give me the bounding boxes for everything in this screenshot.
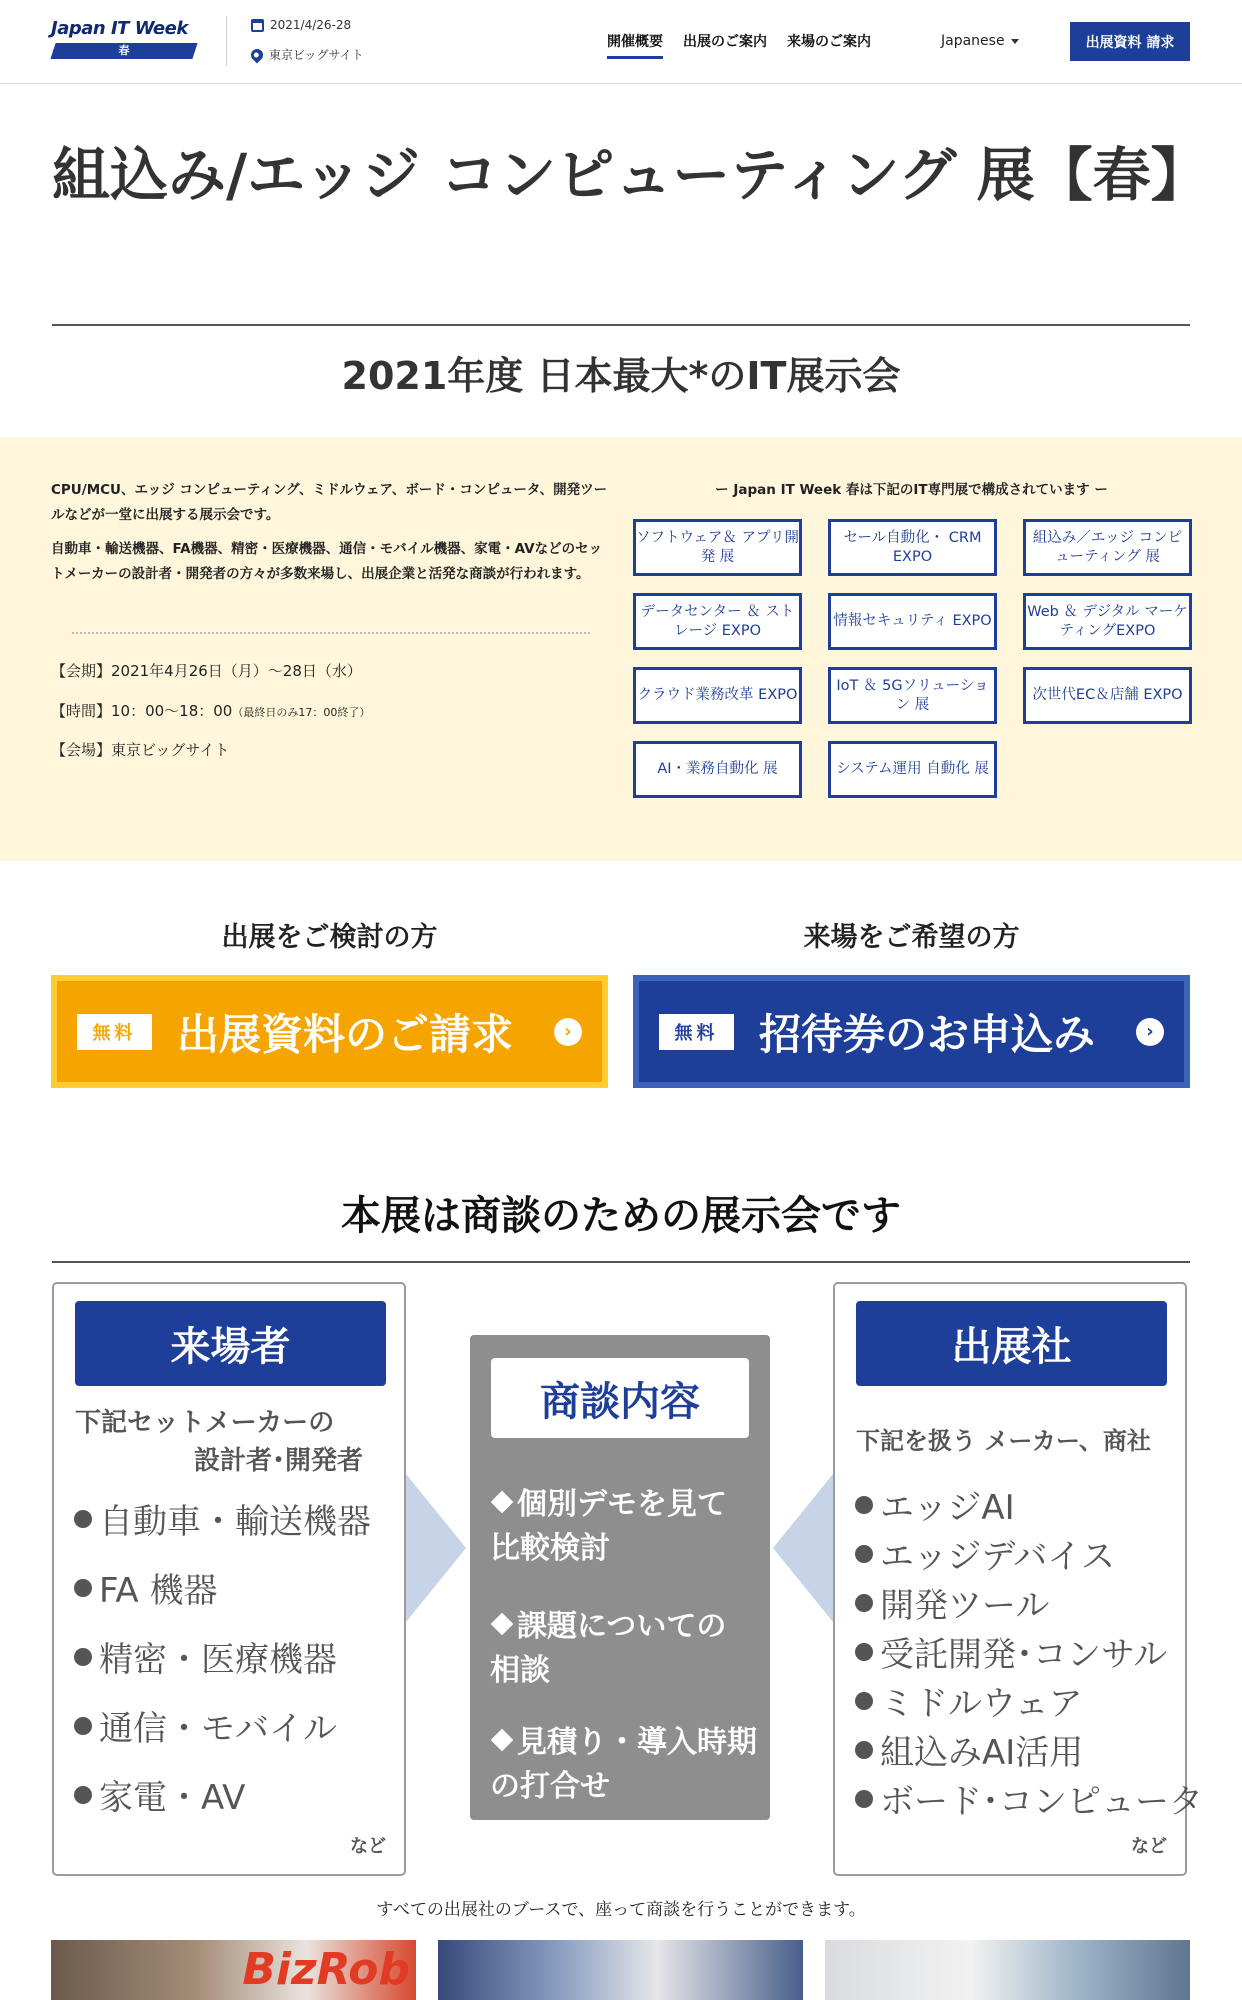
list-item-label: 組込みAI活用	[880, 1733, 1084, 1773]
exhibit-materials-banner[interactable]	[51, 975, 608, 1088]
list-item	[74, 1760, 371, 1829]
list-item-label: 受託開発･コンサル	[880, 1635, 1168, 1675]
invitation-banner-text: 招待券のお申込み	[759, 1009, 1096, 1059]
negotiation-panel	[470, 1335, 770, 1820]
title-divider	[52, 324, 1190, 326]
bullet-icon	[855, 1496, 873, 1514]
free-badge: 無料	[77, 1014, 152, 1050]
list-item-label: エッジAI	[880, 1488, 1015, 1528]
expo-sales-crm[interactable]: セール自動化・ CRM EXPO	[828, 519, 997, 576]
visitor-etc: など	[350, 1836, 386, 1857]
negotiation-item-label: 見積り・導入時期 の打合せ	[490, 1725, 757, 1804]
exhibitor-heading: 出展社	[856, 1301, 1167, 1386]
list-item-label: 通信・モバイル	[99, 1709, 337, 1749]
language-selector[interactable]	[941, 33, 1019, 49]
expo-system-operation[interactable]: システム運用 自動化 展	[828, 741, 997, 798]
list-item	[74, 1691, 371, 1760]
photo-strip	[51, 1940, 1191, 2000]
bullet-icon	[855, 1692, 873, 1710]
arrow-right-icon	[406, 1474, 466, 1622]
event-date	[251, 18, 351, 32]
negotiation-item-label: 個別デモを見て 比較検討	[490, 1487, 727, 1566]
exhibition-photo-2	[438, 1940, 803, 2000]
list-item	[74, 1484, 371, 1553]
bullet-icon	[74, 1579, 92, 1597]
language-label: Japanese	[941, 33, 1005, 49]
bullet-icon	[855, 1790, 873, 1808]
expo-ec-store[interactable]: 次世代EC＆店舗 EXPO	[1023, 667, 1192, 724]
chevron-right-icon: ›	[554, 1018, 582, 1046]
bullet-icon	[74, 1648, 92, 1666]
schedule-period: 【会期】2021年4月26日（月）～28日（水）	[51, 662, 362, 680]
visit-cta-label: 来場をご希望の方	[803, 922, 1020, 953]
negotiation-item	[490, 1483, 760, 1571]
business-section-divider	[52, 1261, 1190, 1263]
header-divider	[226, 16, 227, 66]
map-pin-icon	[249, 46, 266, 63]
list-item-label: ボード･コンピュータ	[880, 1782, 1203, 1822]
diamond-bullet-icon	[491, 1491, 514, 1514]
schedule-time-note: （最終日のみ17：00終了）	[232, 706, 371, 719]
event-venue-text: 東京ビッグサイト	[269, 48, 364, 62]
main-nav	[607, 31, 871, 59]
exhibitor-sub: 下記を扱う メーカー、商社	[856, 1427, 1151, 1455]
arrow-left-icon	[773, 1474, 833, 1622]
list-item	[855, 1578, 1203, 1627]
expo-list-heading: ー Japan IT Week 春は下記のIT専門展で構成されています ー	[715, 482, 1108, 498]
intro-description-2: 自動車・輸送機器、FA機器、精密・医療機器、通信・モバイル機器、家電・AVなどのセットメーカーの設計者・開発者の方々が多数来場し、出展企業と活発な商談が行われます。	[51, 541, 603, 582]
bullet-icon	[855, 1545, 873, 1563]
negotiation-item-label: 課題についての 相談	[490, 1609, 727, 1688]
negotiation-item	[490, 1605, 760, 1693]
expo-datacenter-storage[interactable]: データセンター ＆ ストレージ EXPO	[633, 593, 802, 650]
expo-embedded-edge[interactable]: 組込み／エッジ コンピューティング 展	[1023, 519, 1192, 576]
list-item	[855, 1725, 1203, 1774]
exhibitor-list	[855, 1480, 1203, 1823]
expo-web-digital-marketing[interactable]: Web ＆ デジタル マーケティングEXPO	[1023, 593, 1192, 650]
nav-exhibit-info[interactable]: 出展のご案内	[683, 34, 767, 50]
expo-iot-5g[interactable]: IoT ＆ 5Gソリューション 展	[828, 667, 997, 724]
diamond-bullet-icon	[491, 1729, 514, 1752]
exhibition-photo-1	[51, 1940, 416, 2000]
chevron-right-icon: ›	[1136, 1018, 1164, 1046]
request-materials-button[interactable]: 出展資料 請求	[1070, 22, 1190, 61]
list-item	[74, 1553, 371, 1622]
expo-software-app-dev[interactable]: ソフトウェア＆ アプリ開発 展	[633, 519, 802, 576]
list-item	[855, 1627, 1203, 1676]
visitor-panel	[52, 1282, 406, 1876]
expo-cloud[interactable]: クラウド業務改革 EXPO	[633, 667, 802, 724]
visitor-sub-2: 設計者･開発者	[194, 1446, 364, 1476]
nav-visit-info[interactable]: 来場のご案内	[787, 34, 871, 50]
list-item	[855, 1529, 1203, 1578]
list-item-label: FA 機器	[99, 1571, 218, 1611]
logo-season: 春	[118, 44, 130, 57]
list-item	[74, 1622, 371, 1691]
list-item-label: 開発ツール	[880, 1586, 1050, 1626]
list-item-label: 家電・AV	[99, 1778, 246, 1818]
schedule-time	[51, 700, 370, 721]
free-badge: 無料	[659, 1014, 734, 1050]
exhibit-banner-text: 出展資料のご請求	[177, 1009, 514, 1059]
list-item-label: エッジデバイス	[880, 1537, 1115, 1577]
business-section-title: 本展は商談のための展示会です	[341, 1193, 901, 1239]
site-header	[0, 0, 1242, 84]
caret-down-icon	[1011, 39, 1019, 44]
exhibitor-panel	[833, 1282, 1203, 1876]
bullet-icon	[74, 1510, 92, 1528]
dotted-divider	[72, 632, 590, 634]
list-item	[855, 1774, 1203, 1823]
page-title: 組込み/エッジ コンピューティング 展【春】	[52, 141, 1209, 209]
list-item-label: 精密・医療機器	[99, 1640, 337, 1680]
exhibit-cta-label: 出展をご検討の方	[221, 922, 438, 953]
booth-footnote: すべての出展社のブースで、座って商談を行うことができます。	[376, 1900, 866, 1920]
negotiation-item	[490, 1721, 760, 1809]
japan-it-week-logo[interactable]	[51, 18, 197, 60]
logo-text: Japan IT Week	[51, 18, 188, 39]
photo-sign-text: BizRob	[242, 1944, 410, 1995]
list-item	[855, 1676, 1203, 1725]
expo-ai-automation[interactable]: AI・業務自動化 展	[633, 741, 802, 798]
bullet-icon	[74, 1786, 92, 1804]
expo-security[interactable]: 情報セキュリティ EXPO	[828, 593, 997, 650]
event-venue	[251, 46, 364, 63]
list-item	[855, 1480, 1203, 1529]
nav-overview[interactable]: 開催概要	[607, 31, 663, 59]
list-item-label: 自動車・輸送機器	[99, 1502, 371, 1542]
page-subtitle: 2021年度 日本最大*のIT展示会	[341, 354, 901, 398]
invitation-ticket-banner[interactable]	[633, 975, 1190, 1088]
exhibitor-etc: など	[1131, 1836, 1167, 1857]
schedule-venue: 【会場】東京ビッグサイト	[51, 741, 230, 759]
bullet-icon	[855, 1594, 873, 1612]
exhibition-photo-3	[825, 1940, 1190, 2000]
intro-description-1: CPU/MCU、エッジ コンピューティング、ミドルウェア、ボード・コンピュータ、開発ツールなどが一堂に出展する展示会です。	[51, 482, 608, 523]
bullet-icon	[855, 1741, 873, 1759]
expo-grid	[633, 519, 1191, 798]
bullet-icon	[74, 1717, 92, 1735]
event-date-text: 2021/4/26-28	[270, 18, 352, 32]
bullet-icon	[855, 1643, 873, 1661]
diamond-bullet-icon	[491, 1613, 514, 1636]
negotiation-heading: 商談内容	[491, 1358, 749, 1438]
list-item-label: ミドルウェア	[880, 1684, 1083, 1724]
visitor-sub-1: 下記セットメーカーの	[75, 1408, 335, 1438]
calendar-icon	[251, 19, 264, 32]
visitor-heading: 来場者	[75, 1301, 386, 1386]
schedule-time-text: 【時間】10：00～18：00	[51, 702, 233, 720]
visitor-list	[74, 1484, 371, 1829]
